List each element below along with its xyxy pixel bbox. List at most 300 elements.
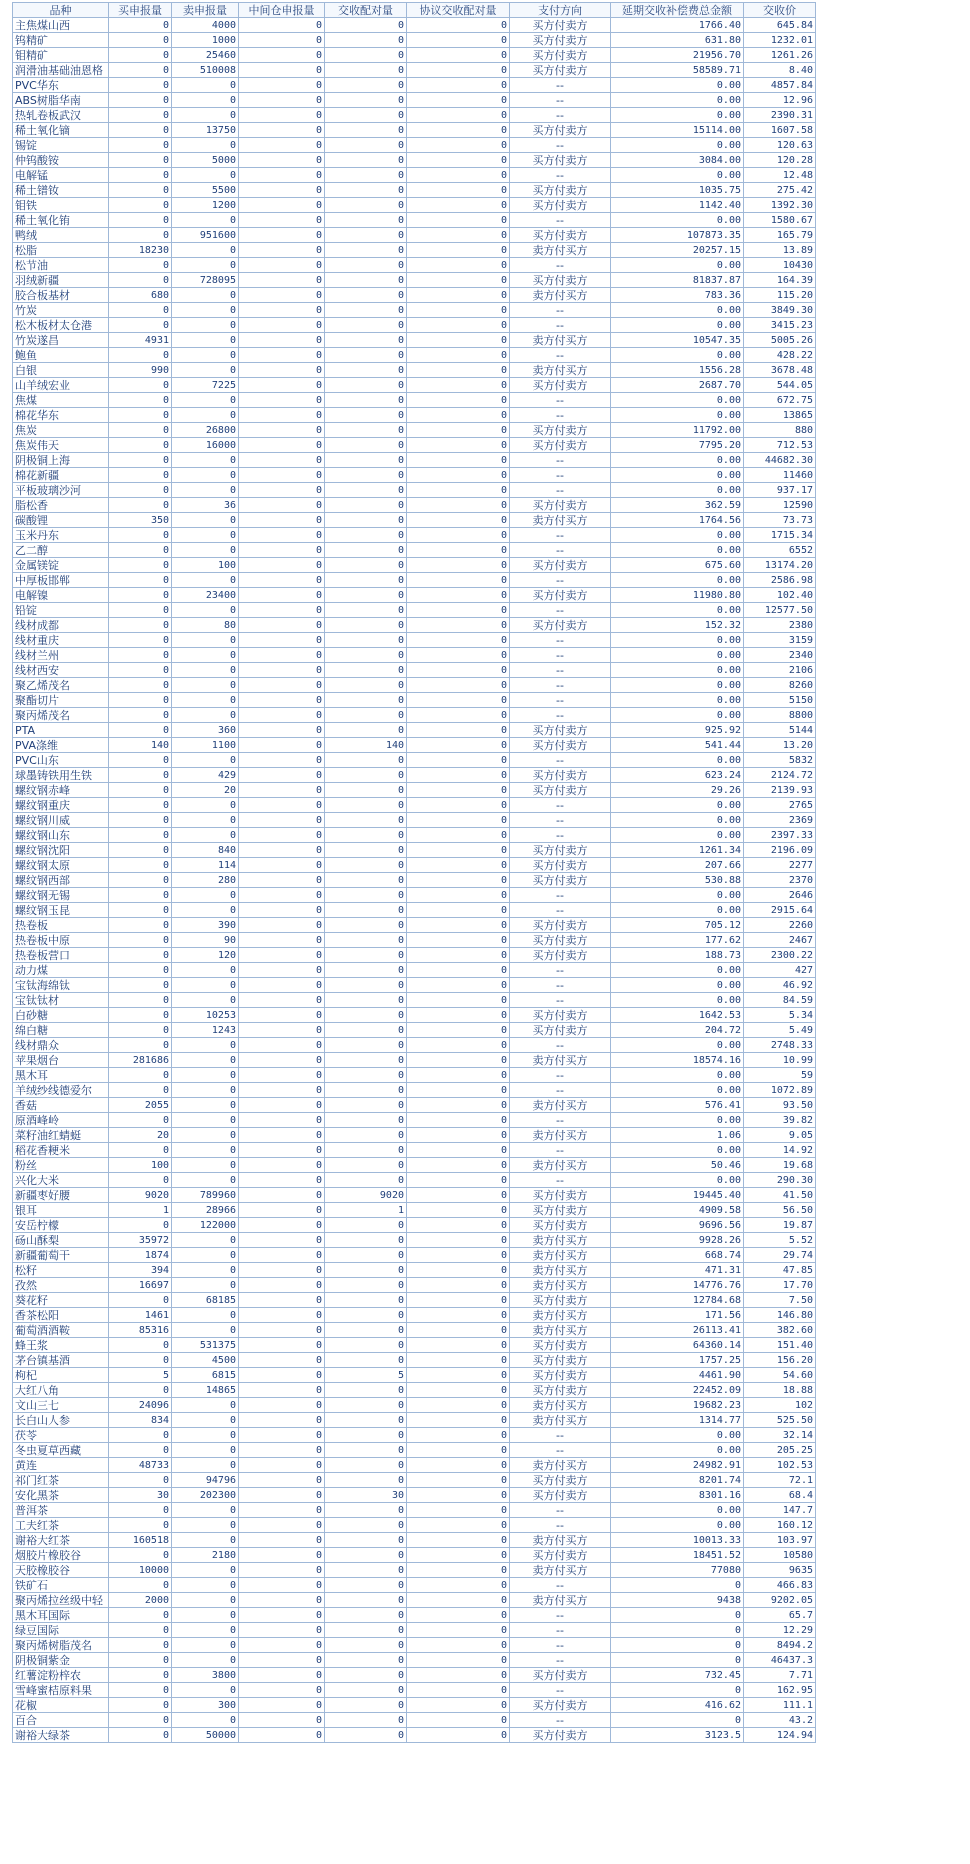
cell-agreement-matched-quantity: 0 xyxy=(407,993,510,1008)
cell-payment-direction: -- xyxy=(510,1083,611,1098)
cell-buy-quantity: 0 xyxy=(109,303,172,318)
cell-intermediate-quantity: 0 xyxy=(239,888,325,903)
cell-compensation-amount: 1261.34 xyxy=(611,843,744,858)
cell-product: 钼精矿 xyxy=(13,48,109,63)
cell-product: 焦炭 xyxy=(13,423,109,438)
cell-compensation-amount: 1757.25 xyxy=(611,1353,744,1368)
cell-settlement-price: 3415.23 xyxy=(744,318,816,333)
cell-agreement-matched-quantity: 0 xyxy=(407,1368,510,1383)
table-row xyxy=(13,573,816,588)
cell-payment-direction: -- xyxy=(510,468,611,483)
cell-intermediate-quantity: 0 xyxy=(239,1233,325,1248)
cell-matched-quantity: 0 xyxy=(325,603,407,618)
cell-intermediate-quantity: 0 xyxy=(239,1203,325,1218)
cell-product: 茅台镇基酒 xyxy=(13,1353,109,1368)
table-row xyxy=(13,933,816,948)
cell-product: 稀土氧化铕 xyxy=(13,213,109,228)
cell-compensation-amount: 64360.14 xyxy=(611,1338,744,1353)
cell-sell-quantity: 0 xyxy=(172,513,239,528)
cell-sell-quantity: 0 xyxy=(172,1083,239,1098)
cell-product: 阴极铜上海 xyxy=(13,453,109,468)
cell-buy-quantity: 0 xyxy=(109,1668,172,1683)
cell-matched-quantity: 0 xyxy=(325,1353,407,1368)
cell-matched-quantity: 0 xyxy=(325,318,407,333)
cell-matched-quantity: 0 xyxy=(325,1128,407,1143)
cell-matched-quantity: 1 xyxy=(325,1203,407,1218)
table-row xyxy=(13,663,816,678)
cell-compensation-amount: 0.00 xyxy=(611,963,744,978)
cell-buy-quantity: 0 xyxy=(109,1578,172,1593)
table-row xyxy=(13,1593,816,1608)
cell-agreement-matched-quantity: 0 xyxy=(407,1293,510,1308)
cell-product: 螺纹钢川威 xyxy=(13,813,109,828)
table-row xyxy=(13,1518,816,1533)
cell-settlement-price: 10430 xyxy=(744,258,816,273)
cell-product: PVC山东 xyxy=(13,753,109,768)
cell-buy-quantity: 0 xyxy=(109,723,172,738)
cell-matched-quantity: 0 xyxy=(325,618,407,633)
cell-buy-quantity: 0 xyxy=(109,318,172,333)
cell-payment-direction: 买方付卖方 xyxy=(510,153,611,168)
cell-compensation-amount: 9696.56 xyxy=(611,1218,744,1233)
cell-sell-quantity: 14865 xyxy=(172,1383,239,1398)
cell-intermediate-quantity: 0 xyxy=(239,498,325,513)
cell-agreement-matched-quantity: 0 xyxy=(407,408,510,423)
cell-compensation-amount: 0 xyxy=(611,1578,744,1593)
cell-buy-quantity: 140 xyxy=(109,738,172,753)
cell-intermediate-quantity: 0 xyxy=(239,528,325,543)
cell-sell-quantity: 202300 xyxy=(172,1488,239,1503)
cell-buy-quantity: 85316 xyxy=(109,1323,172,1338)
cell-intermediate-quantity: 0 xyxy=(239,1248,325,1263)
cell-agreement-matched-quantity: 0 xyxy=(407,1518,510,1533)
cell-matched-quantity: 0 xyxy=(325,1158,407,1173)
cell-buy-quantity: 0 xyxy=(109,1218,172,1233)
cell-compensation-amount: 0.00 xyxy=(611,78,744,93)
cell-compensation-amount: 0.00 xyxy=(611,468,744,483)
cell-sell-quantity: 0 xyxy=(172,708,239,723)
cell-matched-quantity: 0 xyxy=(325,1263,407,1278)
cell-payment-direction: 买方付卖方 xyxy=(510,1188,611,1203)
header-matched-quantity: 交收配对量 xyxy=(325,3,407,18)
cell-agreement-matched-quantity: 0 xyxy=(407,303,510,318)
cell-agreement-matched-quantity: 0 xyxy=(407,1698,510,1713)
cell-sell-quantity: 23400 xyxy=(172,588,239,603)
cell-intermediate-quantity: 0 xyxy=(239,1668,325,1683)
cell-sell-quantity: 0 xyxy=(172,543,239,558)
cell-product: 锡锭 xyxy=(13,138,109,153)
cell-payment-direction: -- xyxy=(510,1638,611,1653)
cell-payment-direction: -- xyxy=(510,543,611,558)
cell-matched-quantity: 0 xyxy=(325,858,407,873)
cell-payment-direction: -- xyxy=(510,348,611,363)
cell-intermediate-quantity: 0 xyxy=(239,1293,325,1308)
cell-agreement-matched-quantity: 0 xyxy=(407,1683,510,1698)
cell-buy-quantity: 0 xyxy=(109,1623,172,1638)
cell-agreement-matched-quantity: 0 xyxy=(407,918,510,933)
cell-intermediate-quantity: 0 xyxy=(239,1458,325,1473)
cell-product: 钨精矿 xyxy=(13,33,109,48)
cell-agreement-matched-quantity: 0 xyxy=(407,198,510,213)
cell-settlement-price: 1392.30 xyxy=(744,198,816,213)
cell-sell-quantity: 7225 xyxy=(172,378,239,393)
cell-buy-quantity: 0 xyxy=(109,993,172,1008)
cell-compensation-amount: 188.73 xyxy=(611,948,744,963)
cell-buy-quantity: 0 xyxy=(109,708,172,723)
cell-buy-quantity: 0 xyxy=(109,198,172,213)
cell-payment-direction: 卖方付买方 xyxy=(510,513,611,528)
cell-agreement-matched-quantity: 0 xyxy=(407,393,510,408)
cell-buy-quantity: 0 xyxy=(109,1728,172,1743)
cell-matched-quantity: 0 xyxy=(325,1323,407,1338)
cell-buy-quantity: 0 xyxy=(109,423,172,438)
cell-sell-quantity: 5000 xyxy=(172,153,239,168)
cell-compensation-amount: 19445.40 xyxy=(611,1188,744,1203)
cell-sell-quantity: 0 xyxy=(172,243,239,258)
cell-agreement-matched-quantity: 0 xyxy=(407,903,510,918)
table-row xyxy=(13,978,816,993)
cell-settlement-price: 5144 xyxy=(744,723,816,738)
cell-compensation-amount: 362.59 xyxy=(611,498,744,513)
cell-compensation-amount: 925.92 xyxy=(611,723,744,738)
cell-settlement-price: 2300.22 xyxy=(744,948,816,963)
cell-matched-quantity: 0 xyxy=(325,1623,407,1638)
cell-intermediate-quantity: 0 xyxy=(239,33,325,48)
cell-payment-direction: -- xyxy=(510,1578,611,1593)
cell-compensation-amount: 668.74 xyxy=(611,1248,744,1263)
cell-compensation-amount: 0 xyxy=(611,1653,744,1668)
cell-product: 香茶松阳 xyxy=(13,1308,109,1323)
cell-sell-quantity: 360 xyxy=(172,723,239,738)
table-row xyxy=(13,873,816,888)
cell-intermediate-quantity: 0 xyxy=(239,1413,325,1428)
cell-sell-quantity: 0 xyxy=(172,1323,239,1338)
cell-agreement-matched-quantity: 0 xyxy=(407,1728,510,1743)
table-row xyxy=(13,708,816,723)
cell-compensation-amount: 1556.28 xyxy=(611,363,744,378)
table-row xyxy=(13,1353,816,1368)
cell-buy-quantity: 5 xyxy=(109,1368,172,1383)
cell-product: 棉花华东 xyxy=(13,408,109,423)
table-row xyxy=(13,258,816,273)
cell-compensation-amount: 0.00 xyxy=(611,1143,744,1158)
table-row xyxy=(13,1113,816,1128)
cell-intermediate-quantity: 0 xyxy=(239,828,325,843)
table-row xyxy=(13,1143,816,1158)
cell-matched-quantity: 0 xyxy=(325,1053,407,1068)
cell-intermediate-quantity: 0 xyxy=(239,1188,325,1203)
cell-payment-direction: 买方付卖方 xyxy=(510,1473,611,1488)
cell-compensation-amount: 0.00 xyxy=(611,258,744,273)
cell-matched-quantity: 0 xyxy=(325,48,407,63)
cell-product: 百合 xyxy=(13,1713,109,1728)
cell-agreement-matched-quantity: 0 xyxy=(407,1188,510,1203)
cell-compensation-amount: 0.00 xyxy=(611,603,744,618)
cell-agreement-matched-quantity: 0 xyxy=(407,63,510,78)
cell-payment-direction: 卖方付买方 xyxy=(510,243,611,258)
cell-sell-quantity: 0 xyxy=(172,168,239,183)
cell-agreement-matched-quantity: 0 xyxy=(407,723,510,738)
cell-payment-direction: 卖方付买方 xyxy=(510,1323,611,1338)
table-row xyxy=(13,168,816,183)
cell-payment-direction: -- xyxy=(510,1428,611,1443)
cell-settlement-price: 165.79 xyxy=(744,228,816,243)
cell-intermediate-quantity: 0 xyxy=(239,993,325,1008)
cell-settlement-price: 39.82 xyxy=(744,1113,816,1128)
header-sell-quantity: 卖申报量 xyxy=(172,3,239,18)
cell-buy-quantity: 1874 xyxy=(109,1248,172,1263)
cell-payment-direction: -- xyxy=(510,213,611,228)
cell-buy-quantity: 0 xyxy=(109,1503,172,1518)
cell-payment-direction: 买方付卖方 xyxy=(510,858,611,873)
cell-agreement-matched-quantity: 0 xyxy=(407,948,510,963)
cell-sell-quantity: 0 xyxy=(172,93,239,108)
cell-sell-quantity: 0 xyxy=(172,1443,239,1458)
cell-intermediate-quantity: 0 xyxy=(239,1098,325,1113)
cell-agreement-matched-quantity: 0 xyxy=(407,618,510,633)
cell-sell-quantity: 13750 xyxy=(172,123,239,138)
cell-compensation-amount: 58589.71 xyxy=(611,63,744,78)
cell-matched-quantity: 0 xyxy=(325,438,407,453)
table-row xyxy=(13,93,816,108)
cell-buy-quantity: 0 xyxy=(109,828,172,843)
cell-product: 松节油 xyxy=(13,258,109,273)
cell-settlement-price: 4857.84 xyxy=(744,78,816,93)
cell-matched-quantity: 0 xyxy=(325,378,407,393)
cell-settlement-price: 9.05 xyxy=(744,1128,816,1143)
cell-buy-quantity: 0 xyxy=(109,888,172,903)
cell-product: 钼铁 xyxy=(13,198,109,213)
cell-intermediate-quantity: 0 xyxy=(239,1218,325,1233)
cell-product: ABS树脂华南 xyxy=(13,93,109,108)
cell-intermediate-quantity: 0 xyxy=(239,903,325,918)
cell-compensation-amount: 26113.41 xyxy=(611,1323,744,1338)
cell-buy-quantity: 0 xyxy=(109,1143,172,1158)
cell-compensation-amount: 0 xyxy=(611,1608,744,1623)
cell-settlement-price: 164.39 xyxy=(744,273,816,288)
cell-settlement-price: 68.4 xyxy=(744,1488,816,1503)
table-row xyxy=(13,1398,816,1413)
cell-sell-quantity: 0 xyxy=(172,348,239,363)
cell-product: 竹炭遂昌 xyxy=(13,333,109,348)
cell-agreement-matched-quantity: 0 xyxy=(407,78,510,93)
cell-payment-direction: -- xyxy=(510,1608,611,1623)
cell-settlement-price: 102.53 xyxy=(744,1458,816,1473)
cell-compensation-amount: 81837.87 xyxy=(611,273,744,288)
cell-product: 绿豆国际 xyxy=(13,1623,109,1638)
cell-settlement-price: 12.29 xyxy=(744,1623,816,1638)
cell-agreement-matched-quantity: 0 xyxy=(407,1383,510,1398)
table-row xyxy=(13,273,816,288)
table-row xyxy=(13,543,816,558)
cell-payment-direction: -- xyxy=(510,1068,611,1083)
cell-compensation-amount: 0.00 xyxy=(611,1038,744,1053)
cell-payment-direction: 买方付卖方 xyxy=(510,723,611,738)
cell-compensation-amount: 0.00 xyxy=(611,108,744,123)
cell-buy-quantity: 0 xyxy=(109,213,172,228)
cell-buy-quantity: 0 xyxy=(109,663,172,678)
cell-intermediate-quantity: 0 xyxy=(239,108,325,123)
cell-payment-direction: 卖方付买方 xyxy=(510,1533,611,1548)
table-row xyxy=(13,858,816,873)
cell-settlement-price: 1232.01 xyxy=(744,33,816,48)
cell-intermediate-quantity: 0 xyxy=(239,1698,325,1713)
cell-sell-quantity: 0 xyxy=(172,1578,239,1593)
cell-agreement-matched-quantity: 0 xyxy=(407,348,510,363)
table-row xyxy=(13,63,816,78)
cell-settlement-price: 1072.89 xyxy=(744,1083,816,1098)
cell-product: 松木板材太仓港 xyxy=(13,318,109,333)
cell-buy-quantity: 0 xyxy=(109,1698,172,1713)
cell-payment-direction: -- xyxy=(510,453,611,468)
table-row xyxy=(13,1038,816,1053)
cell-matched-quantity: 0 xyxy=(325,33,407,48)
cell-sell-quantity: 0 xyxy=(172,1098,239,1113)
cell-compensation-amount: 24982.91 xyxy=(611,1458,744,1473)
cell-compensation-amount: 3123.5 xyxy=(611,1728,744,1743)
cell-intermediate-quantity: 0 xyxy=(239,753,325,768)
cell-compensation-amount: 0.00 xyxy=(611,453,744,468)
cell-intermediate-quantity: 0 xyxy=(239,813,325,828)
cell-compensation-amount: 107873.35 xyxy=(611,228,744,243)
table-row xyxy=(13,963,816,978)
cell-buy-quantity: 0 xyxy=(109,1338,172,1353)
cell-payment-direction: 卖方付买方 xyxy=(510,1263,611,1278)
cell-settlement-price: 8800 xyxy=(744,708,816,723)
cell-payment-direction: 买方付卖方 xyxy=(510,588,611,603)
cell-sell-quantity: 28966 xyxy=(172,1203,239,1218)
table-row xyxy=(13,333,816,348)
table-row xyxy=(13,783,816,798)
cell-compensation-amount: 11980.80 xyxy=(611,588,744,603)
cell-product: 香菇 xyxy=(13,1098,109,1113)
cell-matched-quantity: 0 xyxy=(325,768,407,783)
cell-settlement-price: 8260 xyxy=(744,678,816,693)
cell-sell-quantity: 6815 xyxy=(172,1368,239,1383)
cell-intermediate-quantity: 0 xyxy=(239,843,325,858)
cell-sell-quantity: 0 xyxy=(172,633,239,648)
cell-compensation-amount: 0.00 xyxy=(611,678,744,693)
cell-buy-quantity: 0 xyxy=(109,1083,172,1098)
cell-product: 热卷板中原 xyxy=(13,933,109,948)
cell-sell-quantity: 0 xyxy=(172,888,239,903)
cell-matched-quantity: 0 xyxy=(325,1008,407,1023)
cell-sell-quantity: 2180 xyxy=(172,1548,239,1563)
cell-settlement-price: 17.70 xyxy=(744,1278,816,1293)
cell-compensation-amount: 9928.26 xyxy=(611,1233,744,1248)
cell-product: 稀土氧化镝 xyxy=(13,123,109,138)
cell-agreement-matched-quantity: 0 xyxy=(407,228,510,243)
cell-product: 润滑油基础油恩格 xyxy=(13,63,109,78)
cell-matched-quantity: 0 xyxy=(325,1278,407,1293)
cell-buy-quantity: 0 xyxy=(109,798,172,813)
cell-intermediate-quantity: 0 xyxy=(239,228,325,243)
table-row xyxy=(13,1323,816,1338)
cell-matched-quantity: 0 xyxy=(325,933,407,948)
cell-compensation-amount: 21956.70 xyxy=(611,48,744,63)
cell-intermediate-quantity: 0 xyxy=(239,963,325,978)
cell-matched-quantity: 0 xyxy=(325,1518,407,1533)
cell-intermediate-quantity: 0 xyxy=(239,1533,325,1548)
table-row xyxy=(13,1458,816,1473)
cell-buy-quantity: 990 xyxy=(109,363,172,378)
cell-sell-quantity: 0 xyxy=(172,1563,239,1578)
cell-buy-quantity: 0 xyxy=(109,1608,172,1623)
cell-buy-quantity: 0 xyxy=(109,1548,172,1563)
cell-compensation-amount: 171.56 xyxy=(611,1308,744,1323)
cell-compensation-amount: 631.80 xyxy=(611,33,744,48)
cell-settlement-price: 13174.20 xyxy=(744,558,816,573)
cell-settlement-price: 13865 xyxy=(744,408,816,423)
cell-buy-quantity: 0 xyxy=(109,273,172,288)
cell-buy-quantity: 0 xyxy=(109,378,172,393)
cell-intermediate-quantity: 0 xyxy=(239,708,325,723)
cell-product: 线材兰州 xyxy=(13,648,109,663)
table-row xyxy=(13,948,816,963)
cell-compensation-amount: 0.00 xyxy=(611,303,744,318)
cell-intermediate-quantity: 0 xyxy=(239,1173,325,1188)
cell-matched-quantity: 0 xyxy=(325,528,407,543)
cell-payment-direction: 卖方付买方 xyxy=(510,1098,611,1113)
table-row xyxy=(13,1473,816,1488)
cell-product: 球墨铸铁用生铁 xyxy=(13,768,109,783)
cell-matched-quantity: 0 xyxy=(325,1458,407,1473)
cell-payment-direction: 卖方付买方 xyxy=(510,1248,611,1263)
cell-matched-quantity: 5 xyxy=(325,1368,407,1383)
cell-sell-quantity: 0 xyxy=(172,1413,239,1428)
cell-intermediate-quantity: 0 xyxy=(239,1503,325,1518)
cell-agreement-matched-quantity: 0 xyxy=(407,648,510,663)
table-row xyxy=(13,843,816,858)
cell-sell-quantity: 0 xyxy=(172,1173,239,1188)
cell-matched-quantity: 0 xyxy=(325,1533,407,1548)
cell-agreement-matched-quantity: 0 xyxy=(407,1158,510,1173)
cell-intermediate-quantity: 0 xyxy=(239,288,325,303)
cell-product: 枸杞 xyxy=(13,1368,109,1383)
cell-settlement-price: 43.2 xyxy=(744,1713,816,1728)
cell-intermediate-quantity: 0 xyxy=(239,168,325,183)
cell-payment-direction: -- xyxy=(510,978,611,993)
cell-settlement-price: 11460 xyxy=(744,468,816,483)
cell-sell-quantity: 0 xyxy=(172,483,239,498)
cell-sell-quantity: 100 xyxy=(172,558,239,573)
table-row xyxy=(13,438,816,453)
cell-settlement-price: 56.50 xyxy=(744,1203,816,1218)
cell-sell-quantity: 0 xyxy=(172,1068,239,1083)
cell-compensation-amount: 177.62 xyxy=(611,933,744,948)
cell-settlement-price: 6552 xyxy=(744,543,816,558)
cell-intermediate-quantity: 0 xyxy=(239,723,325,738)
cell-intermediate-quantity: 0 xyxy=(239,63,325,78)
cell-sell-quantity: 0 xyxy=(172,258,239,273)
cell-product: 孜然 xyxy=(13,1278,109,1293)
cell-settlement-price: 12577.50 xyxy=(744,603,816,618)
cell-buy-quantity: 0 xyxy=(109,468,172,483)
cell-settlement-price: 13.20 xyxy=(744,738,816,753)
cell-agreement-matched-quantity: 0 xyxy=(407,798,510,813)
cell-product: 普洱茶 xyxy=(13,1503,109,1518)
cell-product: 松脂 xyxy=(13,243,109,258)
cell-payment-direction: 买方付卖方 xyxy=(510,438,611,453)
cell-agreement-matched-quantity: 0 xyxy=(407,783,510,798)
cell-intermediate-quantity: 0 xyxy=(239,183,325,198)
cell-agreement-matched-quantity: 0 xyxy=(407,483,510,498)
cell-buy-quantity: 0 xyxy=(109,498,172,513)
cell-sell-quantity: 0 xyxy=(172,1038,239,1053)
table-row xyxy=(13,723,816,738)
cell-buy-quantity: 0 xyxy=(109,1683,172,1698)
cell-compensation-amount: 20257.15 xyxy=(611,243,744,258)
